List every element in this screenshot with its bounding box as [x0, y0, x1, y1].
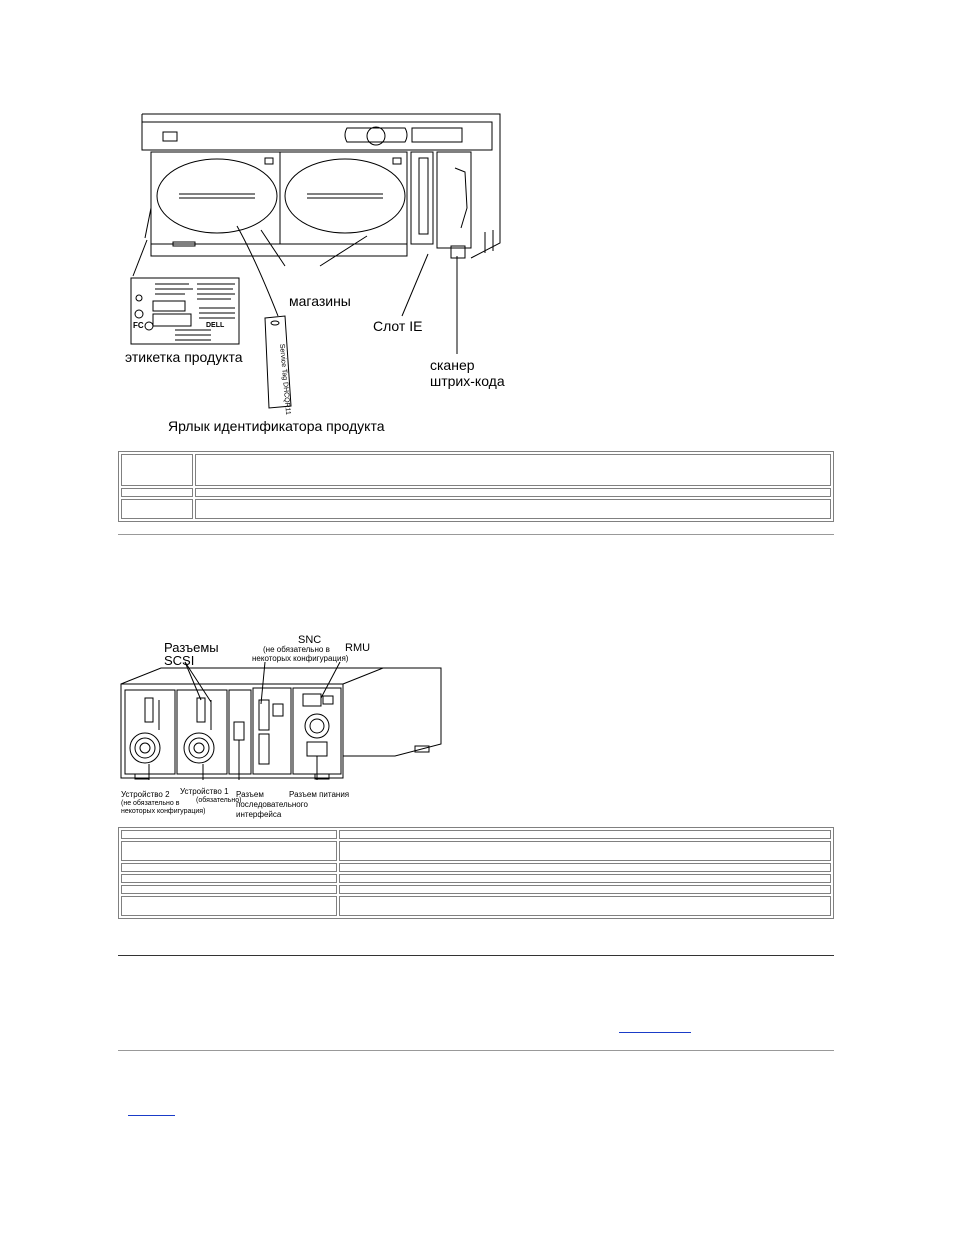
table-cell: [339, 885, 831, 894]
inline-link[interactable]: [619, 1032, 691, 1033]
label-rmu: RMU: [345, 642, 371, 654]
label-product-label: этикетка продукта: [125, 349, 243, 365]
table-cell: [195, 454, 831, 486]
dell-logo: DELL: [206, 322, 225, 329]
front-view-table: [118, 451, 834, 522]
table-row: [121, 499, 831, 519]
service-tag-text: Service Tag DHCQR11: [278, 343, 292, 416]
table-cell: [195, 499, 831, 519]
table-cell: [195, 488, 831, 497]
label-device-2-3: некоторых конфигурация): [121, 808, 206, 815]
back-link[interactable]: [128, 1115, 175, 1116]
label-power-connector: Разъем питания: [289, 790, 350, 799]
label-scsi-connectors-2: SCSI: [164, 653, 195, 668]
label-device-1-2: (обязательно): [196, 797, 242, 804]
table-row: [121, 863, 831, 872]
label-serial-2: последовательного: [236, 800, 308, 809]
table-cell: [121, 874, 337, 883]
table-row: [121, 454, 831, 486]
label-serial-3: интерфейса: [236, 810, 282, 819]
rear-view-table: [118, 827, 834, 919]
table-cell: [121, 499, 193, 519]
table-row: [121, 885, 831, 894]
label-magazines: магазины: [289, 293, 351, 309]
section-divider: [118, 1050, 834, 1051]
label-barcode-scanner-2: штрих-кода: [430, 373, 505, 389]
table-cell: [121, 896, 337, 916]
table-cell: [339, 841, 831, 861]
table-row: [121, 488, 831, 497]
label-serial-1: Разъем: [236, 790, 264, 799]
label-scsi-connectors-1: Разъемы: [164, 640, 219, 655]
svg-text:FC: FC: [133, 321, 144, 330]
section-divider: [118, 534, 834, 535]
label-device-2-1: Устройство 2: [121, 790, 170, 799]
table-cell: [121, 488, 193, 497]
label-snc-3: некоторых конфигурация): [252, 654, 349, 663]
table-cell: [121, 841, 337, 861]
label-device-2-2: (не обязательно в: [121, 800, 180, 807]
section-divider: [118, 955, 834, 956]
table-cell: [339, 863, 831, 872]
label-service-tag: Ярлык идентификатора продукта: [168, 418, 385, 434]
label-ie-slot: Слот IE: [373, 318, 423, 334]
table-cell: [121, 454, 193, 486]
table-cell: [121, 885, 337, 894]
table-row: [121, 841, 831, 861]
table-cell: [121, 863, 337, 872]
table-row: [121, 896, 831, 916]
label-barcode-scanner-1: сканер: [430, 357, 475, 373]
rear-view-illustration: [115, 660, 445, 780]
table-cell: [121, 830, 337, 839]
table-cell: [339, 896, 831, 916]
label-snc-2: (не обязательно в: [263, 645, 330, 654]
table-cell: [339, 830, 831, 839]
table-row: [121, 830, 831, 839]
table-row: [121, 874, 831, 883]
label-snc-1: SNC: [298, 634, 322, 646]
table-cell: [339, 874, 831, 883]
label-device-1-1: Устройство 1: [180, 787, 229, 796]
